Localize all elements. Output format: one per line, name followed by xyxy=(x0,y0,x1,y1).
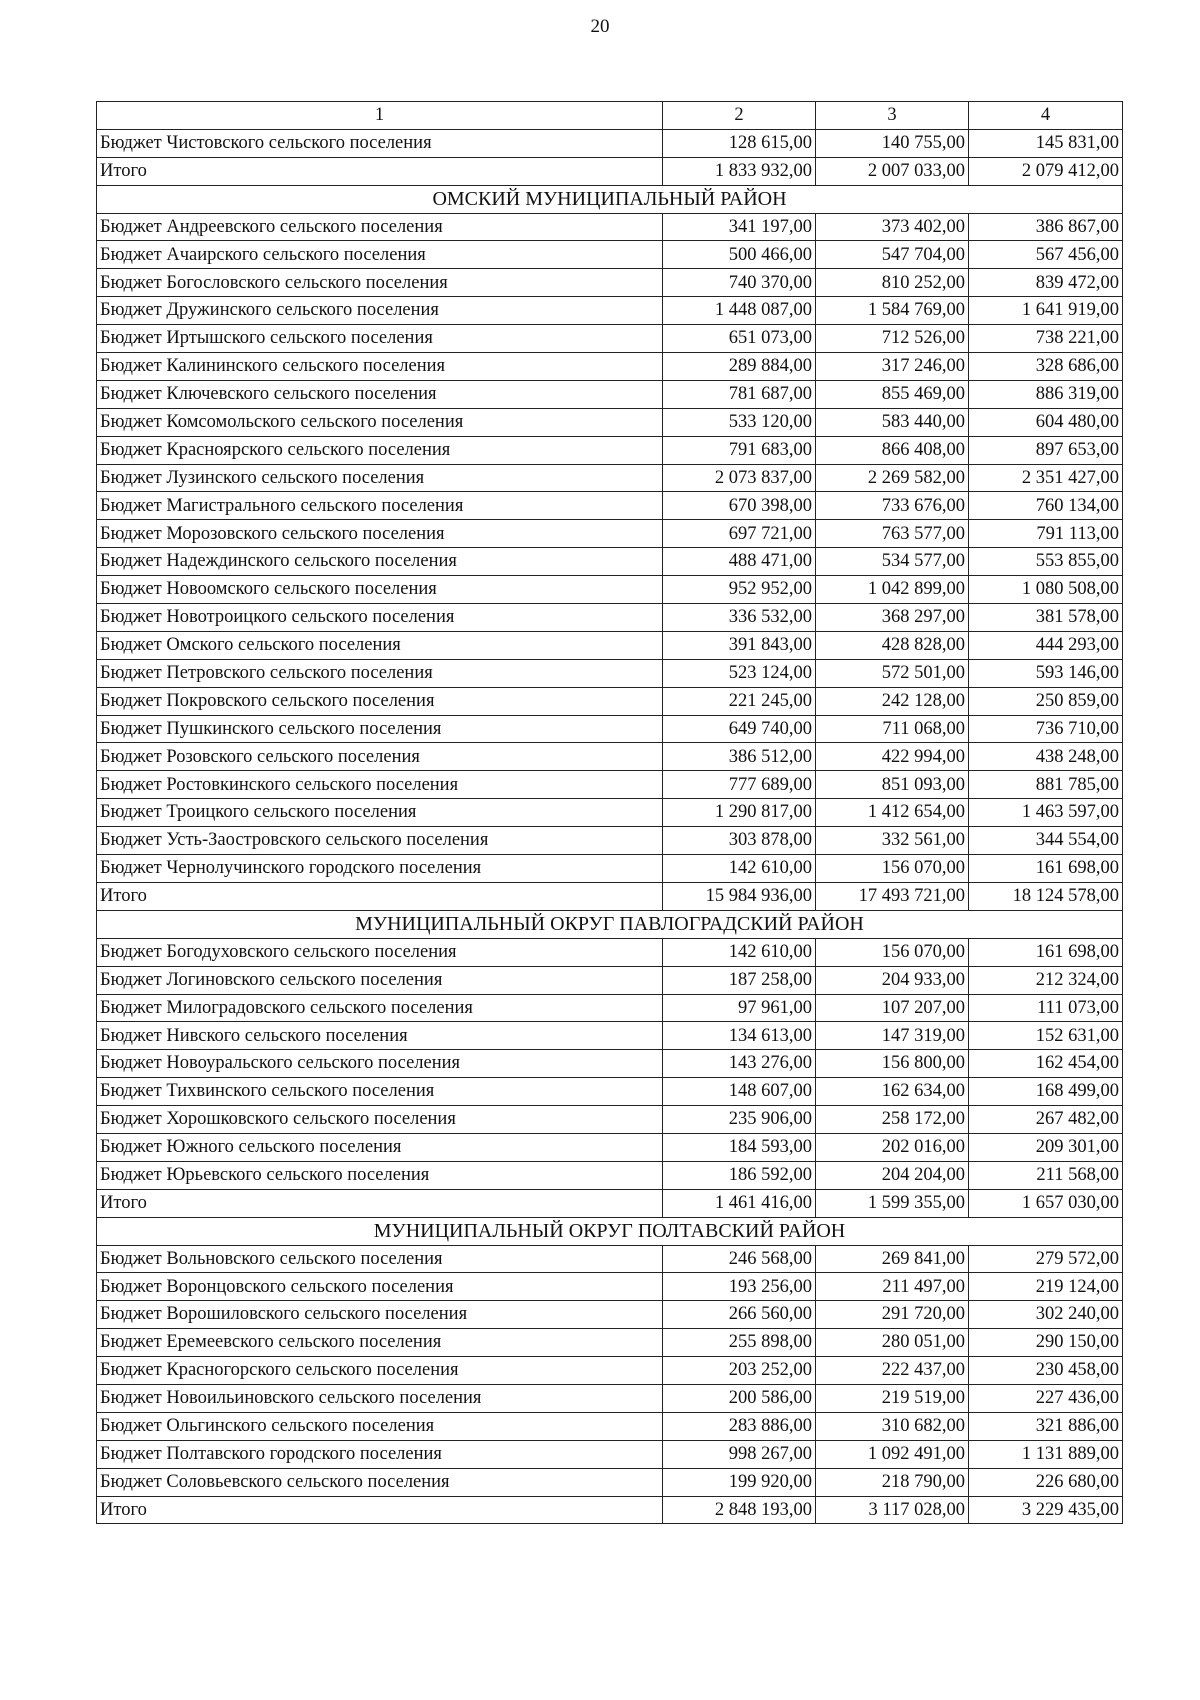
amount-col4-cell: 209 301,00 xyxy=(969,1133,1123,1161)
budget-name-cell: Бюджет Розовского сельского поселения xyxy=(97,743,663,771)
section-header-row xyxy=(97,1217,1123,1245)
amount-col3-cell: 763 577,00 xyxy=(816,520,969,548)
amount-col3-cell: 219 519,00 xyxy=(816,1384,969,1412)
budget-name-cell: Бюджет Лузинского сельского поселения xyxy=(97,464,663,492)
table-row xyxy=(97,938,1123,966)
section-title: МУНИЦИПАЛЬНЫЙ ОКРУГ ПАВЛОГРАДСКИЙ РАЙОН xyxy=(97,910,1123,938)
total-row xyxy=(97,882,1123,910)
amount-col4-cell: 302 240,00 xyxy=(969,1301,1123,1329)
amount-col3-cell: 2 269 582,00 xyxy=(816,464,969,492)
column-number-3: 3 xyxy=(816,102,969,130)
table-row xyxy=(97,520,1123,548)
amount-col3-cell: 572 501,00 xyxy=(816,659,969,687)
amount-col4-cell: 738 221,00 xyxy=(969,325,1123,353)
budget-name-cell: Бюджет Милоградовского сельского поселения xyxy=(97,994,663,1022)
amount-col2-cell: 303 878,00 xyxy=(663,827,816,855)
column-number-4: 4 xyxy=(969,102,1123,130)
amount-col3-cell: 156 070,00 xyxy=(816,855,969,883)
amount-col3-cell: 711 068,00 xyxy=(816,715,969,743)
budget-name-cell: Бюджет Комсомольского сельского поселения xyxy=(97,408,663,436)
amount-col3-cell: 204 204,00 xyxy=(816,1161,969,1189)
page-number: 20 xyxy=(590,16,610,37)
amount-col4-cell: 386 867,00 xyxy=(969,213,1123,241)
amount-col4-cell: 2 351 427,00 xyxy=(969,464,1123,492)
budget-name-cell: Бюджет Петровского сельского поселения xyxy=(97,659,663,687)
amount-col4-cell: 839 472,00 xyxy=(969,269,1123,297)
table-row xyxy=(97,241,1123,269)
budget-name-cell: Бюджет Еремеевского сельского поселения xyxy=(97,1329,663,1357)
amount-col4-cell: 3 229 435,00 xyxy=(969,1496,1123,1524)
amount-col2-cell: 998 267,00 xyxy=(663,1440,816,1468)
table-row xyxy=(97,1133,1123,1161)
amount-col2-cell: 128 615,00 xyxy=(663,129,816,157)
table-row xyxy=(97,1273,1123,1301)
amount-col3-cell: 202 016,00 xyxy=(816,1133,969,1161)
amount-col4-cell: 897 653,00 xyxy=(969,436,1123,464)
budget-name-cell: Бюджет Усть-Заостровского сельского поселения xyxy=(97,827,663,855)
amount-col4-cell: 152 631,00 xyxy=(969,1022,1123,1050)
amount-col2-cell: 221 245,00 xyxy=(663,687,816,715)
budget-name-cell: Бюджет Нивского сельского поселения xyxy=(97,1022,663,1050)
amount-col3-cell: 147 319,00 xyxy=(816,1022,969,1050)
budget-name-cell: Бюджет Богодуховского сельского поселения xyxy=(97,938,663,966)
amount-col3-cell: 317 246,00 xyxy=(816,353,969,381)
amount-col4-cell: 1 131 889,00 xyxy=(969,1440,1123,1468)
amount-col2-cell: 289 884,00 xyxy=(663,353,816,381)
amount-col3-cell: 156 800,00 xyxy=(816,1050,969,1078)
amount-col4-cell: 161 698,00 xyxy=(969,938,1123,966)
amount-col4-cell: 1 657 030,00 xyxy=(969,1189,1123,1217)
amount-col2-cell: 649 740,00 xyxy=(663,715,816,743)
budget-name-cell: Бюджет Андреевского сельского поселения xyxy=(97,213,663,241)
budget-name-cell: Бюджет Вольновского сельского поселения xyxy=(97,1245,663,1273)
amount-col2-cell: 97 961,00 xyxy=(663,994,816,1022)
amount-col2-cell: 142 610,00 xyxy=(663,938,816,966)
budget-name-cell: Бюджет Красноярского сельского поселения xyxy=(97,436,663,464)
amount-col3-cell: 733 676,00 xyxy=(816,492,969,520)
amount-col4-cell: 279 572,00 xyxy=(969,1245,1123,1273)
section-title: ОМСКИЙ МУНИЦИПАЛЬНЫЙ РАЙОН xyxy=(97,185,1123,213)
amount-col4-cell: 250 859,00 xyxy=(969,687,1123,715)
table-row xyxy=(97,1412,1123,1440)
amount-col3-cell: 156 070,00 xyxy=(816,938,969,966)
amount-col2-cell: 203 252,00 xyxy=(663,1357,816,1385)
amount-col4-cell: 886 319,00 xyxy=(969,380,1123,408)
table-row xyxy=(97,855,1123,883)
table-row xyxy=(97,1161,1123,1189)
amount-col2-cell: 697 721,00 xyxy=(663,520,816,548)
budget-name-cell: Итого xyxy=(97,157,663,185)
amount-col4-cell: 881 785,00 xyxy=(969,771,1123,799)
amount-col4-cell: 567 456,00 xyxy=(969,241,1123,269)
budget-name-cell: Бюджет Пушкинского сельского поселения xyxy=(97,715,663,743)
amount-col4-cell: 760 134,00 xyxy=(969,492,1123,520)
amount-col4-cell: 226 680,00 xyxy=(969,1468,1123,1496)
budget-name-cell: Бюджет Ворошиловского сельского поселения xyxy=(97,1301,663,1329)
budget-name-cell: Бюджет Воронцовского сельского поселения xyxy=(97,1273,663,1301)
table-row xyxy=(97,799,1123,827)
amount-col2-cell: 283 886,00 xyxy=(663,1412,816,1440)
amount-col2-cell: 791 683,00 xyxy=(663,436,816,464)
amount-col3-cell: 428 828,00 xyxy=(816,631,969,659)
amount-col4-cell: 381 578,00 xyxy=(969,604,1123,632)
amount-col2-cell: 488 471,00 xyxy=(663,548,816,576)
amount-col2-cell: 148 607,00 xyxy=(663,1078,816,1106)
amount-col3-cell: 855 469,00 xyxy=(816,380,969,408)
table-row xyxy=(97,269,1123,297)
table-row xyxy=(97,1050,1123,1078)
amount-col3-cell: 218 790,00 xyxy=(816,1468,969,1496)
amount-col3-cell: 222 437,00 xyxy=(816,1357,969,1385)
column-number-row xyxy=(97,102,1123,130)
amount-col2-cell: 184 593,00 xyxy=(663,1133,816,1161)
table-row xyxy=(97,1245,1123,1273)
table-row xyxy=(97,492,1123,520)
amount-col3-cell: 1 042 899,00 xyxy=(816,576,969,604)
amount-col2-cell: 193 256,00 xyxy=(663,1273,816,1301)
table-row xyxy=(97,1301,1123,1329)
amount-col3-cell: 712 526,00 xyxy=(816,325,969,353)
amount-col4-cell: 553 855,00 xyxy=(969,548,1123,576)
budget-name-cell: Бюджет Калининского сельского поселения xyxy=(97,353,663,381)
table-row xyxy=(97,129,1123,157)
budget-name-cell: Бюджет Новоильиновского сельского поселения xyxy=(97,1384,663,1412)
amount-col3-cell: 280 051,00 xyxy=(816,1329,969,1357)
amount-col2-cell: 200 586,00 xyxy=(663,1384,816,1412)
amount-col3-cell: 162 634,00 xyxy=(816,1078,969,1106)
amount-col4-cell: 344 554,00 xyxy=(969,827,1123,855)
amount-col3-cell: 332 561,00 xyxy=(816,827,969,855)
amount-col2-cell: 781 687,00 xyxy=(663,380,816,408)
section-header-row xyxy=(97,910,1123,938)
amount-col2-cell: 15 984 936,00 xyxy=(663,882,816,910)
budget-name-cell: Бюджет Ростовкинского сельского поселения xyxy=(97,771,663,799)
amount-col3-cell: 547 704,00 xyxy=(816,241,969,269)
amount-col2-cell: 386 512,00 xyxy=(663,743,816,771)
amount-col3-cell: 1 092 491,00 xyxy=(816,1440,969,1468)
budget-name-cell: Бюджет Ключевского сельского поселения xyxy=(97,380,663,408)
amount-col2-cell: 740 370,00 xyxy=(663,269,816,297)
amount-col3-cell: 269 841,00 xyxy=(816,1245,969,1273)
amount-col2-cell: 336 532,00 xyxy=(663,604,816,632)
budget-name-cell: Бюджет Чернолучинского городского поселения xyxy=(97,855,663,883)
budget-name-cell: Бюджет Иртышского сельского поселения xyxy=(97,325,663,353)
table-row xyxy=(97,1078,1123,1106)
amount-col2-cell: 391 843,00 xyxy=(663,631,816,659)
table-row xyxy=(97,213,1123,241)
budget-name-cell: Бюджет Дружинского сельского поселения xyxy=(97,297,663,325)
amount-col3-cell: 866 408,00 xyxy=(816,436,969,464)
amount-col2-cell: 255 898,00 xyxy=(663,1329,816,1357)
table-row xyxy=(97,687,1123,715)
table-row xyxy=(97,659,1123,687)
budget-name-cell: Бюджет Новоуральского сельского поселения xyxy=(97,1050,663,1078)
amount-col3-cell: 1 584 769,00 xyxy=(816,297,969,325)
amount-col2-cell: 235 906,00 xyxy=(663,1106,816,1134)
table-row xyxy=(97,1440,1123,1468)
total-row xyxy=(97,157,1123,185)
budget-name-cell: Итого xyxy=(97,1189,663,1217)
amount-col4-cell: 227 436,00 xyxy=(969,1384,1123,1412)
table-row xyxy=(97,827,1123,855)
amount-col3-cell: 422 994,00 xyxy=(816,743,969,771)
amount-col4-cell: 230 458,00 xyxy=(969,1357,1123,1385)
amount-col4-cell: 1 080 508,00 xyxy=(969,576,1123,604)
budget-name-cell: Бюджет Соловьевского сельского поселения xyxy=(97,1468,663,1496)
amount-col3-cell: 310 682,00 xyxy=(816,1412,969,1440)
table-row xyxy=(97,604,1123,632)
amount-col2-cell: 142 610,00 xyxy=(663,855,816,883)
budget-name-cell: Бюджет Магистрального сельского поселения xyxy=(97,492,663,520)
amount-col4-cell: 593 146,00 xyxy=(969,659,1123,687)
amount-col3-cell: 851 093,00 xyxy=(816,771,969,799)
amount-col3-cell: 1 412 654,00 xyxy=(816,799,969,827)
amount-col2-cell: 523 124,00 xyxy=(663,659,816,687)
table-row xyxy=(97,1357,1123,1385)
table-row xyxy=(97,715,1123,743)
amount-col2-cell: 651 073,00 xyxy=(663,325,816,353)
table-row xyxy=(97,631,1123,659)
table-row xyxy=(97,1468,1123,1496)
budget-name-cell: Бюджет Южного сельского поселения xyxy=(97,1133,663,1161)
amount-col3-cell: 368 297,00 xyxy=(816,604,969,632)
amount-col2-cell: 952 952,00 xyxy=(663,576,816,604)
amount-col2-cell: 134 613,00 xyxy=(663,1022,816,1050)
amount-col4-cell: 1 463 597,00 xyxy=(969,799,1123,827)
budget-name-cell: Бюджет Богословского сельского поселения xyxy=(97,269,663,297)
amount-col4-cell: 438 248,00 xyxy=(969,743,1123,771)
amount-col2-cell: 777 689,00 xyxy=(663,771,816,799)
amount-col2-cell: 199 920,00 xyxy=(663,1468,816,1496)
budget-name-cell: Бюджет Покровского сельского поселения xyxy=(97,687,663,715)
amount-col3-cell: 107 207,00 xyxy=(816,994,969,1022)
amount-col3-cell: 810 252,00 xyxy=(816,269,969,297)
table-row xyxy=(97,966,1123,994)
amount-col3-cell: 242 128,00 xyxy=(816,687,969,715)
table-row xyxy=(97,1106,1123,1134)
amount-col4-cell: 219 124,00 xyxy=(969,1273,1123,1301)
budget-name-cell: Бюджет Юрьевского сельского поселения xyxy=(97,1161,663,1189)
budget-name-cell: Итого xyxy=(97,882,663,910)
column-number-2: 2 xyxy=(663,102,816,130)
amount-col4-cell: 1 641 919,00 xyxy=(969,297,1123,325)
column-number-1: 1 xyxy=(97,102,663,130)
budget-name-cell: Бюджет Омского сельского поселения xyxy=(97,631,663,659)
amount-col2-cell: 187 258,00 xyxy=(663,966,816,994)
amount-col2-cell: 1 461 416,00 xyxy=(663,1189,816,1217)
amount-col2-cell: 2 848 193,00 xyxy=(663,1496,816,1524)
amount-col2-cell: 1 290 817,00 xyxy=(663,799,816,827)
table-row xyxy=(97,297,1123,325)
amount-col4-cell: 328 686,00 xyxy=(969,353,1123,381)
total-row xyxy=(97,1496,1123,1524)
table-row xyxy=(97,325,1123,353)
table-row xyxy=(97,1384,1123,1412)
amount-col4-cell: 321 886,00 xyxy=(969,1412,1123,1440)
amount-col3-cell: 1 599 355,00 xyxy=(816,1189,969,1217)
amount-col2-cell: 341 197,00 xyxy=(663,213,816,241)
budget-name-cell: Бюджет Чистовского сельского поселения xyxy=(97,129,663,157)
amount-col2-cell: 670 398,00 xyxy=(663,492,816,520)
amount-col2-cell: 143 276,00 xyxy=(663,1050,816,1078)
amount-col4-cell: 736 710,00 xyxy=(969,715,1123,743)
table-row xyxy=(97,548,1123,576)
amount-col3-cell: 534 577,00 xyxy=(816,548,969,576)
budget-name-cell: Бюджет Тихвинского сельского поселения xyxy=(97,1078,663,1106)
table-row xyxy=(97,464,1123,492)
budget-name-cell: Бюджет Ачаирского сельского поселения xyxy=(97,241,663,269)
amount-col2-cell: 266 560,00 xyxy=(663,1301,816,1329)
section-header-row xyxy=(97,185,1123,213)
amount-col3-cell: 17 493 721,00 xyxy=(816,882,969,910)
amount-col3-cell: 2 007 033,00 xyxy=(816,157,969,185)
amount-col3-cell: 3 117 028,00 xyxy=(816,1496,969,1524)
table-row xyxy=(97,1329,1123,1357)
amount-col4-cell: 290 150,00 xyxy=(969,1329,1123,1357)
budget-name-cell: Бюджет Полтавского городского поселения xyxy=(97,1440,663,1468)
amount-col4-cell: 111 073,00 xyxy=(969,994,1123,1022)
table-row xyxy=(97,1022,1123,1050)
amount-col2-cell: 246 568,00 xyxy=(663,1245,816,1273)
amount-col2-cell: 2 073 837,00 xyxy=(663,464,816,492)
budget-name-cell: Итого xyxy=(97,1496,663,1524)
amount-col4-cell: 604 480,00 xyxy=(969,408,1123,436)
table-row xyxy=(97,380,1123,408)
amount-col2-cell: 1 833 932,00 xyxy=(663,157,816,185)
budget-table xyxy=(96,101,1123,1524)
amount-col3-cell: 204 933,00 xyxy=(816,966,969,994)
amount-col4-cell: 145 831,00 xyxy=(969,129,1123,157)
amount-col4-cell: 18 124 578,00 xyxy=(969,882,1123,910)
amount-col2-cell: 1 448 087,00 xyxy=(663,297,816,325)
section-title: МУНИЦИПАЛЬНЫЙ ОКРУГ ПОЛТАВСКИЙ РАЙОН xyxy=(97,1217,1123,1245)
budget-name-cell: Бюджет Новотроицкого сельского поселения xyxy=(97,604,663,632)
budget-name-cell: Бюджет Морозовского сельского поселения xyxy=(97,520,663,548)
amount-col2-cell: 533 120,00 xyxy=(663,408,816,436)
table-row xyxy=(97,436,1123,464)
amount-col3-cell: 258 172,00 xyxy=(816,1106,969,1134)
table-row xyxy=(97,576,1123,604)
budget-name-cell: Бюджет Хорошковского сельского поселения xyxy=(97,1106,663,1134)
budget-name-cell: Бюджет Надеждинского сельского поселения xyxy=(97,548,663,576)
budget-name-cell: Бюджет Красногорского сельского поселения xyxy=(97,1357,663,1385)
amount-col3-cell: 373 402,00 xyxy=(816,213,969,241)
amount-col4-cell: 168 499,00 xyxy=(969,1078,1123,1106)
table-row xyxy=(97,743,1123,771)
table-row xyxy=(97,771,1123,799)
amount-col4-cell: 791 113,00 xyxy=(969,520,1123,548)
amount-col4-cell: 211 568,00 xyxy=(969,1161,1123,1189)
amount-col3-cell: 211 497,00 xyxy=(816,1273,969,1301)
amount-col3-cell: 140 755,00 xyxy=(816,129,969,157)
amount-col3-cell: 291 720,00 xyxy=(816,1301,969,1329)
table-row xyxy=(97,353,1123,381)
table-row xyxy=(97,408,1123,436)
budget-name-cell: Бюджет Логиновского сельского поселения xyxy=(97,966,663,994)
amount-col2-cell: 500 466,00 xyxy=(663,241,816,269)
amount-col4-cell: 267 482,00 xyxy=(969,1106,1123,1134)
budget-name-cell: Бюджет Новоомского сельского поселения xyxy=(97,576,663,604)
total-row xyxy=(97,1189,1123,1217)
amount-col4-cell: 444 293,00 xyxy=(969,631,1123,659)
table-row xyxy=(97,994,1123,1022)
amount-col4-cell: 162 454,00 xyxy=(969,1050,1123,1078)
amount-col2-cell: 186 592,00 xyxy=(663,1161,816,1189)
amount-col4-cell: 161 698,00 xyxy=(969,855,1123,883)
amount-col4-cell: 2 079 412,00 xyxy=(969,157,1123,185)
budget-name-cell: Бюджет Ольгинского сельского поселения xyxy=(97,1412,663,1440)
amount-col3-cell: 583 440,00 xyxy=(816,408,969,436)
budget-name-cell: Бюджет Троицкого сельского поселения xyxy=(97,799,663,827)
amount-col4-cell: 212 324,00 xyxy=(969,966,1123,994)
